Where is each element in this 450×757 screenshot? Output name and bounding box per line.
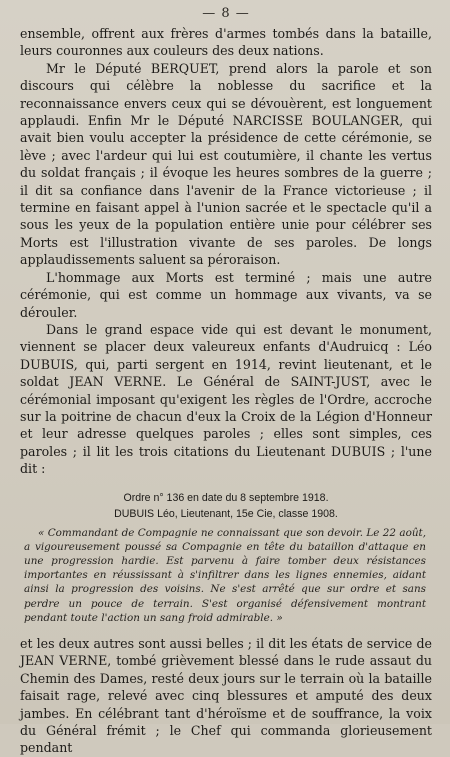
paragraph-2: Mr le Député BERQUET, prend alors la parole et son discours qui célèbre la noblesse du sacrifice et la reconnaissance envers ceux qui se dévouèrent, est longuement applaudi. Enfin Mr le Député NARCISSE BOULANGER, qui avait bien voulu accepter la présidence de cette cérémonie, se lève ; avec l'ardeur qui lui est coutumière, il chante les vertus du soldat français ; il évoque les heures sombres de la guerre ; il dit sa confiance dans l'avenir de la France victorieuse ; il termine en faisant appel à l'union sacrée et le spectacle qu'il a sous les yeux de la population entière unie pour célébrer ses Morts est l'illustration vivante de ses paroles. De longs applaudissements saluent sa péroraison.	[20, 60, 432, 268]
order-heading: Ordre n° 136 en date du 8 septembre 1918.	[123, 491, 329, 504]
paragraph-3: L'hommage aux Morts est terminé ; mais une autre cérémonie, qui est comme un hommage aux vivants, va se dérouler.	[20, 269, 432, 320]
citation-text: « Commandant de Compagnie ne connaissant que son devoir. Le 22 août, a vigoureusement poussé sa Compagnie en tête du bataillon d'attaque en une progression hardie. Est parvenu à faire tomber deux résistances importantes en réussissant à s'infiltrer dans les lignes ennemies, aidant ainsi la progression des voisins. Ne s'est arrêté que sur ordre et sans perdre un pouce de terrain. S'est organisé défensivement montrant pendant toute l'action un sang froid admirable. »	[24, 526, 426, 624]
page-number: — 8 —	[202, 6, 250, 21]
paragraph-5: et les deux autres sont aussi belles ; il dit les états de service de JEAN VERNE, tombé grièvement blessé dans le rude assaut du Chemin des Dames, resté deux jours sur le terrain où la bataille faisait rage, relevé avec cinq blessures et amputé des deux jambes. En célébrant tant d'héroïsme et de souffrance, la voix du Général frémit ; le Chef qui commanda glorieusement pendant	[20, 635, 432, 756]
citation-subject: DUBUIS Léo, Lieutenant, 15e Cie, classe 1908.	[114, 507, 338, 520]
paragraph-1: ensemble, offrent aux frères d'armes tombés dans la bataille, leurs couronnes aux couleurs des deux nations.	[20, 26, 432, 59]
paragraph-4: Dans le grand espace vide qui est devant le monument, viennent se placer deux valeureux enfants d'Audruicq : Léo DUBUIS, qui, parti sergent en 1914, revint lieutenant, et le soldat JEAN VERNE. Le Général de SAINT-JUST, avec le cérémonial imposant qu'exigent les règles de l'Ordre, accroche sur la poitrine de chacun d'eux la Croix de la Légion d'Honneur et leur adresse quelques paroles ; elles sont simples, ces paroles ; il lit les trois citations du Lieutenant DUBUIS ; l'une dit :	[20, 321, 432, 477]
